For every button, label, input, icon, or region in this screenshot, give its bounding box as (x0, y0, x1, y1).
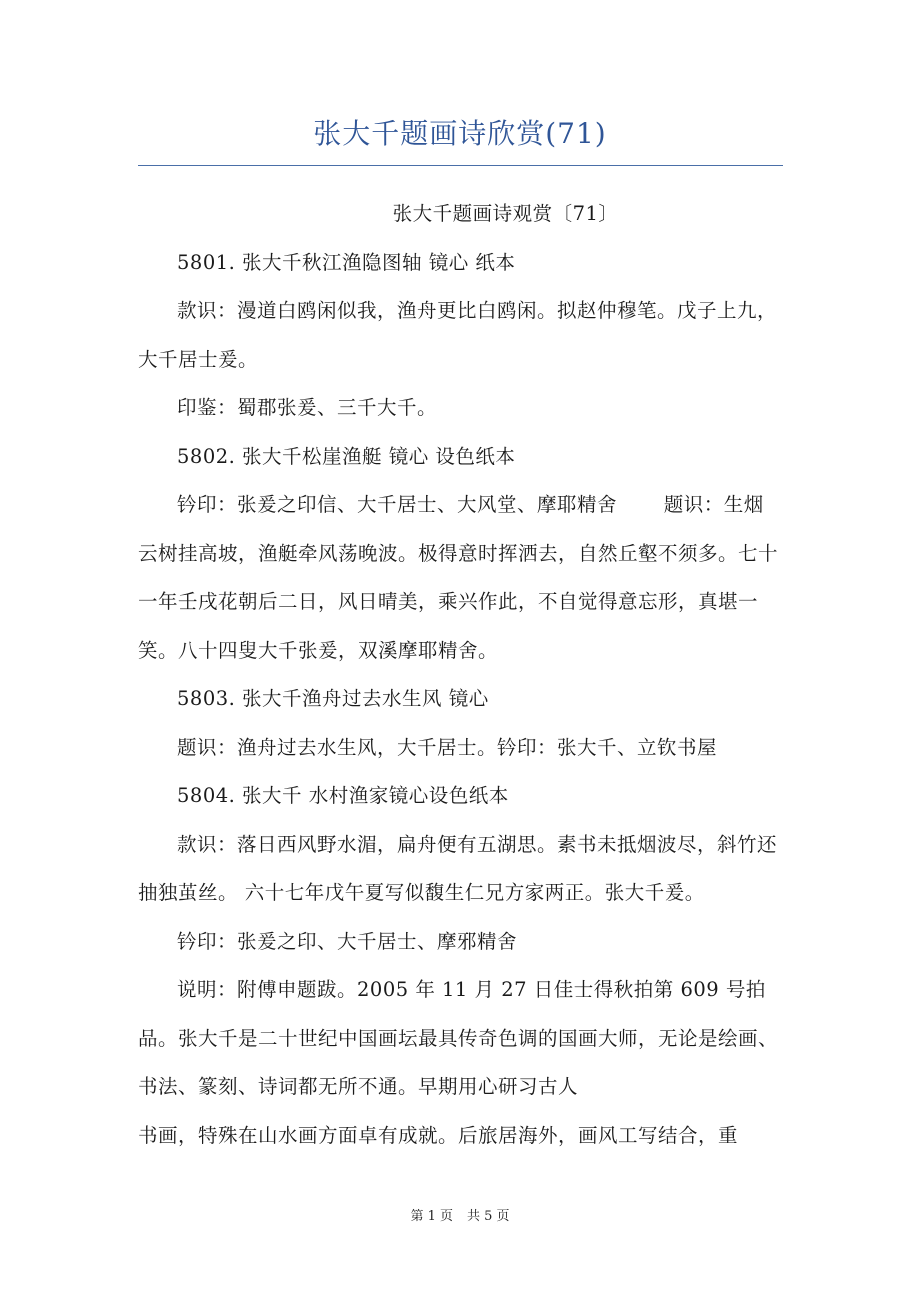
paragraph-inscription-5804: 款识：落日西风野水湄，扁舟便有五湖思。素书未抵烟波尽，斜竹还抽独茧丝。 六十七年戊午夏写似馥生仁兄方家两正。张大千爰。 (138, 832, 778, 904)
page-total: 共 5 页 (467, 1209, 510, 1224)
page-footer (0, 1208, 920, 1226)
document-title: 张大千题画诗欣赏(71) (313, 117, 607, 150)
entry-heading-5802: 5802. 张大千松崖渔艇 镜心 设色纸本 (177, 444, 516, 468)
entry-heading-5803: 5803. 张大千渔舟过去水生风 镜心 (177, 687, 489, 710)
paragraph-inscription-5803: 题识：渔舟过去水生风，大千居士。钤印：张大千、立钦书屋 (177, 735, 718, 759)
entry-heading-5801: 5801. 张大千秋江渔隐图轴 镜心 纸本 (177, 250, 516, 274)
title-divider (138, 165, 783, 166)
paragraph-seals-5804: 钤印：张爰之印、大千居士、摩邪精舍 (177, 929, 518, 953)
paragraph-seals-inscription-5802: 钤印：张爰之印信、大千居士、大风堂、摩耶精舍 题识：生烟云树挂高坡，渔艇牵风荡晚波。极得意时挥洒去，自然丘壑不须多。七十一年壬戌花朝后二日，风日晴美，乘兴作此，不自觉得意忘形，真堪一笑。八十四叟大千张爰，双溪摩耶精舍。 (138, 493, 779, 662)
paragraph-notes: 说明：附傅申题跋。2005 年 11 月 27 日佳士得秋拍第 609 号拍品。张大千是二十世纪中国画坛最具传奇色调的国画大师，无论是绘画、书法、篆刻、诗词都无所不通。早期用心研习古人 (138, 978, 779, 1098)
paragraph-notes-continued: 书画，特殊在山水画方面卓有成就。后旅居海外，画风工写结合，重 (138, 1123, 739, 1147)
subtitle-paragraph: 张大千题画诗观赏〔71〕 (392, 202, 619, 225)
entry-heading-5804: 5804. 张大千 水村渔家镜心设色纸本 (177, 784, 509, 807)
paragraph-inscription-5801: 款识：漫道白鸥闲似我，渔舟更比白鸥闲。拟赵仲穆笔。戊子上九，大千居士爰。 (138, 299, 778, 371)
document-body (138, 190, 783, 1160)
paragraph-seals-5801: 印鉴：蜀郡张爰、三千大千。 (177, 396, 438, 419)
page-number: 第 1 页 (410, 1209, 453, 1224)
